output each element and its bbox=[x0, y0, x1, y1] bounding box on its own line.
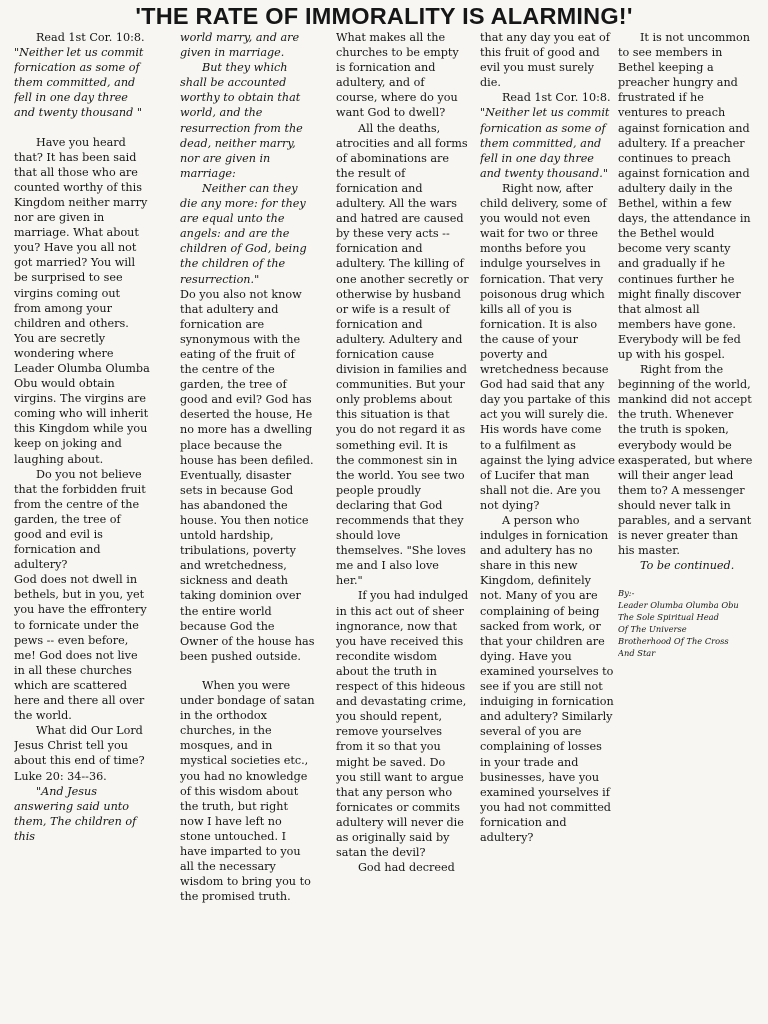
article-paragraph: "Neither let us commit fornication as some of them committed, and fell in one day three and twenty thousand " bbox=[14, 46, 144, 120]
article-paragraph: Neither can they die any more: for they are equal unto the angels: and are the children of God, being the children of the resurrection." bbox=[180, 181, 307, 286]
article-paragraph: God had decreed bbox=[358, 861, 455, 875]
article-paragraph: Read 1st Cor. 10:8. bbox=[36, 31, 145, 44]
article-column-3 bbox=[336, 30, 469, 1020]
article-paragraph: Right now, after child delivery, some of you would not even wait for two or three months before you indulge yourselves in fornication. That very poisonous drug which kills all of you is fornication. It is also the cause of your poverty and wretchedness because God had said that any day you partake of this act you will surely die. His words have come to a fulfilment as against the lying advice of Lucifer that man shall not die. Are you not dying? bbox=[480, 181, 615, 512]
article-paragraph: It is not uncommon to see members in Bethel keeping a preacher hungry and frustrated if he ventures to preach against fornication and adultery. If a preacher continues to preach against fornication and adultery daily in the Bethel, within a few days, the attendance in the Bethel would become very scanty and gradually if he continues further he might finally discover that almost all members have gone. Everybody will be fed up with his gospel. bbox=[618, 31, 751, 361]
spacer bbox=[618, 573, 755, 587]
article-paragraph: Read 1st Cor. 10:8. bbox=[502, 91, 611, 105]
article-paragraph: To be continued. bbox=[640, 559, 735, 573]
headline: 'THE RATE OF IMMORALITY IS ALARMING!' bbox=[135, 3, 633, 29]
article-column-1 bbox=[14, 30, 150, 1020]
article-paragraph: that any day you eat of this fruit of good and evil you must surely die. bbox=[480, 31, 610, 90]
article-column-2 bbox=[180, 30, 315, 1020]
article-paragraph: God does not dwell in bethels, but in you, yet you have the effrontery to fornicate under the pews -- even before, me! God does not live in all these churches which are scattered here and there all over the world. bbox=[14, 573, 147, 723]
article-paragraph: Have you heard that? It has been said that all those who are counted worthy of this Kingdom neither marry nor are given in marriage. What about you? Have you all not got married? You will be surprised to see virgins coming out from among your children and others. You are secretly wondering where Leader Olumba Olumba Obu would obtain virgins. The virgins are coming who will inherit this Kingdom while you keep on joking and laughing about. bbox=[14, 135, 150, 466]
article-paragraph: What did Our Lord Jesus Christ tell you about this end of time? Luke 20: 34--36. bbox=[14, 724, 145, 783]
article-paragraph: If you had indulged in this act out of sheer ingnorance, now that you have received this recondite wisdom about the truth in respect of this hideous and devastating crime, you should repent, remove yourselves from it so that you might be saved. Do you still want to argue that any person who fornicates or commits adultery will never die as originally said by satan the devil? bbox=[336, 589, 469, 860]
article-column-5 bbox=[618, 30, 755, 1020]
article-paragraph: But they which shall be accounted worthy to obtain that world, and the resurrection from the dead, neither marry, nor are given in marriage: bbox=[180, 61, 303, 180]
article-paragraph: world marry, and are given in marriage. bbox=[180, 31, 300, 60]
article-paragraph: Brotherhood Of The Cross bbox=[618, 636, 729, 647]
article-paragraph: Do you also not know that adultery and fornication are synonymous with the eating of the fruit of the centre of the garden, the tree of good and evil? God has deserted the house, He no more has a dwelling place because the house has been defiled. Eventually, disaster sets in because God has abandoned the house. You then notice untold hardship, tribulations, poverty and wretchedness, sickness and death taking dominion over the entire world because God the Owner of the house has been pushed outside. bbox=[180, 287, 315, 663]
article-paragraph: The Sole Spiritual Head bbox=[618, 612, 719, 623]
article-column-4 bbox=[480, 30, 615, 1020]
article-paragraph: Right from the beginning of the world, mankind did not accept the truth. Whenever the truth is spoken, everybody would be exasperated, but where will their anger lead them to? A messenger should never talk in parables, and a servant is never greater than his master. bbox=[618, 363, 753, 558]
article-paragraph: Leader Olumba Olumba Obu bbox=[618, 600, 739, 611]
article-paragraph: "And Jesus answering said unto them, The children of this bbox=[14, 784, 137, 843]
spacer bbox=[180, 664, 315, 678]
article-paragraph: A person who indulges in fornication and adultery has no share in this new Kingdom, definitely not. Many of you are complaining of being sacked from work, or that your children are dying. Have you examined yourselves to see if you are still not induiging in fornication and adultery? Similarly several of you are complaining of losses in your trade and businesses, have you examined yourselves if you had not committed fornication and adultery? bbox=[480, 514, 614, 844]
article-paragraph: By:- bbox=[618, 588, 635, 599]
article-paragraph: And Star bbox=[618, 648, 656, 659]
article-paragraph: What makes all the churches to be empty is fornication and adultery, and of course, where do you want God to dwell? bbox=[336, 31, 459, 120]
article-paragraph: "Neither let us commit fornication as some of them committed, and fell in one day three and twenty thousand." bbox=[480, 106, 610, 180]
article-paragraph: All the deaths, atrocities and all forms of abominations are the result of fornication and adultery. All the wars and hatred are caused by these very acts -- fornication and adultery. The killing of one another secretly or otherwise by husband or wife is a result of fornication and adultery. Adultery and fornication cause division in families and communities. But your only problems about this situation is that you do not regard it as something evil. It is the commonest sin in the world. You see two people proudly declaring that God recommends that they should love themselves. "She loves me and I also love her." bbox=[336, 121, 469, 588]
spacer bbox=[14, 121, 150, 135]
article-paragraph: When you were under bondage of satan in the orthodox churches, in the mosques, and in mystical societies etc., you had no knowledge of this wisdom about the truth, but right now I have left no stone untouched. I have imparted to you all the necessary wisdom to bring you to the promised truth. bbox=[180, 678, 315, 904]
article-paragraph: Do you not believe that the forbidden fruit from the centre of the garden, the tree of good and evil is fornication and adultery? bbox=[14, 467, 146, 572]
article-paragraph: Of The Universe bbox=[618, 624, 687, 635]
